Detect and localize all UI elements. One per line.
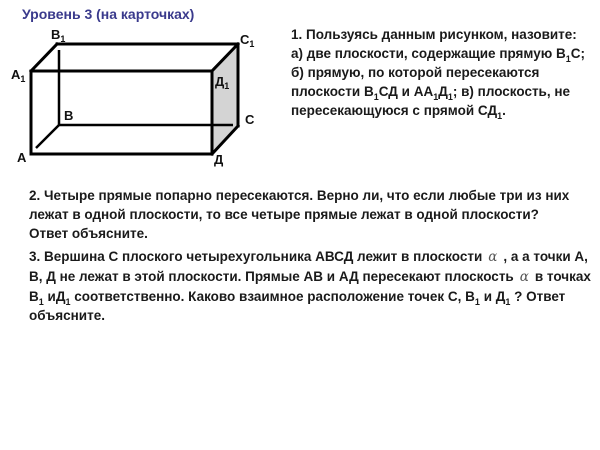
vertex-label-d1: $Д_1$ <box>215 74 230 91</box>
vertex-label-a: А <box>17 150 27 165</box>
vertex-label-c1: $С_1$ <box>240 32 255 49</box>
task-2: 2. Четыре прямые попарно пересекаются. Верно ли, что если любые три из них лежат в одной плоскости, то все четыре прямые лежат в одной плоскости? Ответ объясните. <box>29 188 570 241</box>
alpha-symbol: α <box>488 249 498 265</box>
alpha-symbol: α <box>519 269 529 285</box>
shaded-face <box>212 44 238 154</box>
page-title: Уровень 3 (на карточках) <box>22 6 195 22</box>
task-3: 3. Вершина С плоского четырехугольника АВСД лежит в плоскости α , а а точки А, В, Д не лежат в этой плоскости. Прямые АВ и АД пересекают плоскость α в точках $В_1$ $иД_1$ соответственно. Каково взаимное расположение точек С, $В_1$ и $Д_1$ ? Ответ объясните. <box>29 249 591 323</box>
task-1: 1. Пользуясь данным рисунком, назовите: а) две плоскости, содержащие прямую $В_1С$; б) прямую, по которой пересекаются плоскости $В_1СД$ и $АА_1Д_1$; в) плоскость, не пересекающуюся с прямой $СД_1$. <box>291 27 586 121</box>
vertex-label-d: Д <box>214 152 224 167</box>
vertex-label-a1: $А_1$ <box>11 67 26 84</box>
vertex-label-b: В <box>64 108 74 123</box>
vertex-label-b1: $В_1$ <box>51 27 66 44</box>
parallelepiped-drawing <box>0 0 280 180</box>
parallelepiped-figure <box>0 0 280 180</box>
vertex-label-c: С <box>245 112 255 127</box>
